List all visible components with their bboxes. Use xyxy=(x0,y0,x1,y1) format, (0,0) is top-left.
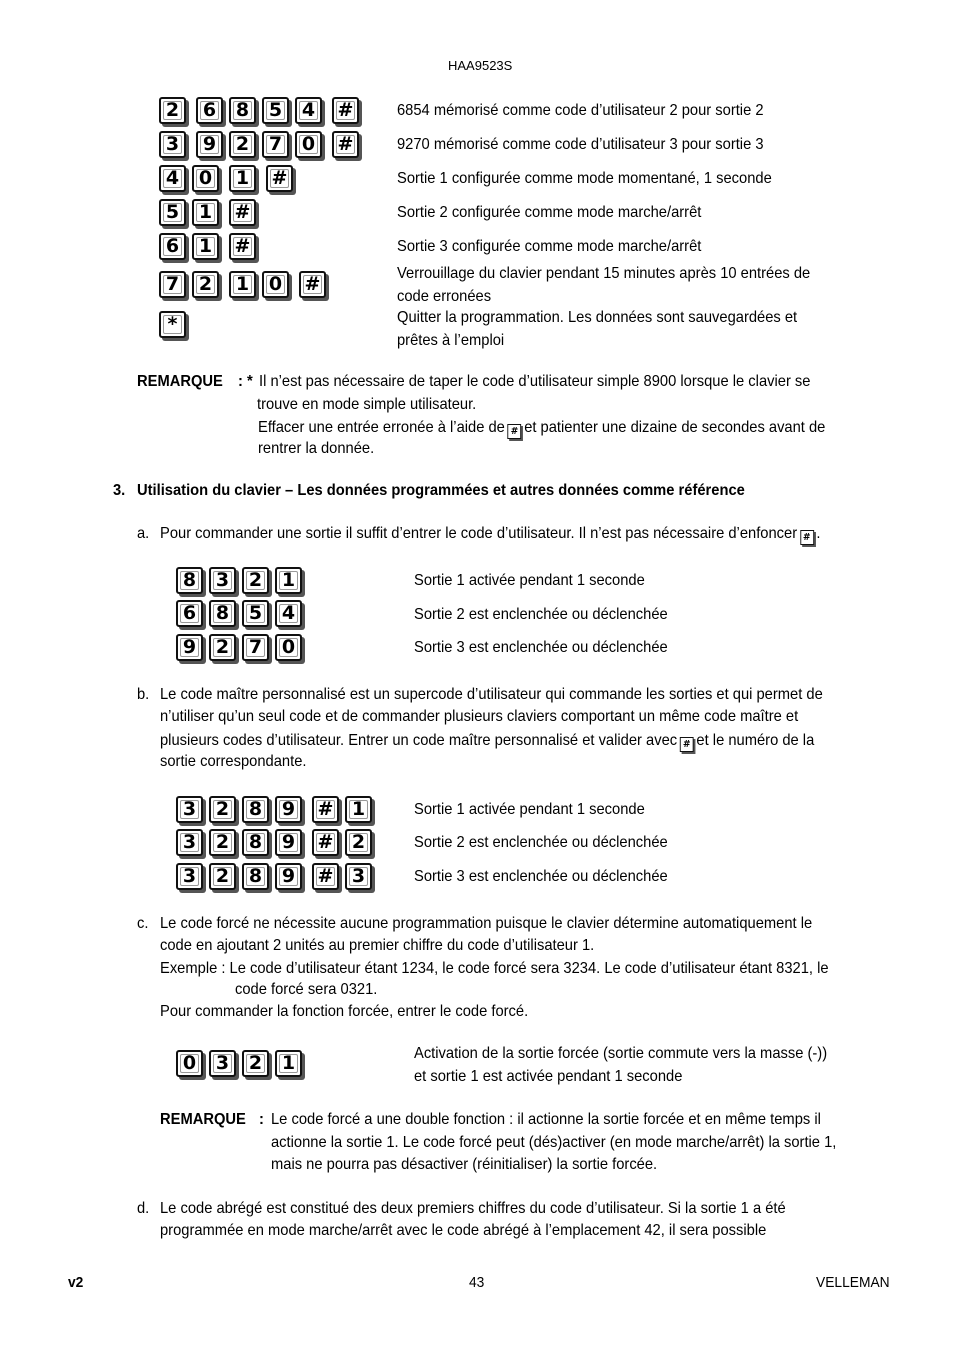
digit-key-icon: 2 xyxy=(209,829,236,856)
hash-key-icon: # xyxy=(800,530,814,545)
digit-key-icon: 3 xyxy=(159,131,186,158)
footer-version: v2 xyxy=(68,1274,84,1291)
digit-key-icon: 5 xyxy=(159,199,186,226)
row-description: Sortie 1 activée pendant 1 seconde xyxy=(414,801,645,818)
digit-key-icon: 8 xyxy=(229,97,256,124)
remark-line: actionne la sortie 1. Le code forcé peut (dés)activer (en mode marche/arrêt) la sortie 1, xyxy=(271,1134,837,1151)
item-c-line: Pour commander la fonction forcée, entrer le code forcé. xyxy=(160,1003,529,1020)
keypad-sequence xyxy=(176,600,308,632)
remark-line: rentrer la donnée. xyxy=(258,440,375,457)
section-number: 3. xyxy=(113,482,126,499)
digit-key-icon: 5 xyxy=(262,97,289,124)
item-c-line: Exemple : Le code d’utilisateur étant 1234, le code forcé sera 3234. Le code d’utilisateur étant 8321, le xyxy=(160,960,829,977)
hash-key-icon: # xyxy=(312,829,339,856)
digit-key-icon: 0 xyxy=(262,271,289,298)
keypad-sequence xyxy=(159,233,262,265)
digit-key-icon: 1 xyxy=(275,567,302,594)
row-description: Sortie 3 configurée comme mode marche/arrêt xyxy=(397,238,702,255)
row-description: et sortie 1 est activée pendant 1 seconde xyxy=(414,1068,683,1085)
list-marker: d. xyxy=(137,1200,150,1217)
digit-key-icon: 3 xyxy=(209,567,236,594)
digit-key-icon: 8 xyxy=(242,863,269,890)
digit-key-icon: 9 xyxy=(275,829,302,856)
digit-key-icon: 9 xyxy=(176,634,203,661)
footer-page-number: 43 xyxy=(469,1274,485,1291)
item-c-line: code forcé sera 0321. xyxy=(235,981,378,998)
digit-key-icon: 4 xyxy=(159,165,186,192)
digit-key-icon: 2 xyxy=(242,567,269,594)
remark-line: trouve en mode simple utilisateur. xyxy=(257,396,477,413)
keypad-sequence xyxy=(159,311,192,343)
row-description: 6854 mémorisé comme code d’utilisateur 2 pour sortie 2 xyxy=(397,102,764,119)
item-b-line: n’utiliser qu’un seul code et de commander plusieurs claviers comportant un même code maître et xyxy=(160,708,799,725)
digit-key-icon: 7 xyxy=(242,634,269,661)
digit-key-icon: 0 xyxy=(192,165,219,192)
digit-key-icon: 6 xyxy=(196,97,223,124)
hash-key-icon: # xyxy=(229,233,256,260)
digit-key-icon: 7 xyxy=(262,131,289,158)
row-description: prêtes à l’emploi xyxy=(397,332,505,349)
hash-key-icon: # xyxy=(332,131,359,158)
digit-key-icon: 9 xyxy=(275,863,302,890)
digit-key-icon: 2 xyxy=(159,97,186,124)
digit-key-icon: 2 xyxy=(192,271,219,298)
remark-line: mais ne pourra pas désactiver (réinitialiser) la sortie forcée. xyxy=(271,1156,658,1173)
item-d-line: Le code abrégé est constitué des deux premiers chiffres du code d’utilisateur. Si la sortie 1 a été xyxy=(160,1200,786,1217)
footer-brand: VELLEMAN xyxy=(816,1274,890,1291)
row-description: Sortie 2 est enclenchée ou déclenchée xyxy=(414,834,668,851)
row-description: Verrouillage du clavier pendant 15 minutes après 10 entrées de xyxy=(397,265,811,282)
digit-key-icon: 0 xyxy=(275,634,302,661)
remark-colon: : * xyxy=(238,373,253,390)
digit-key-icon: 9 xyxy=(275,796,302,823)
digit-key-icon: 2 xyxy=(229,131,256,158)
row-description: Sortie 2 configurée comme mode marche/arrêt xyxy=(397,204,702,221)
digit-key-icon: 2 xyxy=(209,634,236,661)
digit-key-icon: 9 xyxy=(196,131,223,158)
section-title: Utilisation du clavier – Les données programmées et autres données comme référence xyxy=(137,482,745,499)
digit-key-icon: 0 xyxy=(176,1050,203,1077)
remark-colon: : xyxy=(259,1111,264,1128)
row-description: Sortie 3 est enclenchée ou déclenchée xyxy=(414,868,668,885)
item-a-text: Pour commander une sortie il suffit d’entrer le code d’utilisateur. Il n’est pas nécessaire d’enfoncer # . xyxy=(160,525,821,543)
digit-key-icon: 8 xyxy=(242,829,269,856)
digit-key-icon: 5 xyxy=(242,600,269,627)
hash-key-icon: # xyxy=(332,97,359,124)
hash-key-icon: # xyxy=(266,165,293,192)
hash-key-icon: # xyxy=(508,424,522,439)
digit-key-icon: 3 xyxy=(345,863,372,890)
keypad-sequence xyxy=(159,271,332,303)
digit-key-icon: 4 xyxy=(295,97,322,124)
item-b-line: plusieurs codes d’utilisateur. Entrer un code maître personnalisé et valider avec # et le numéro de la xyxy=(160,732,815,750)
row-description: code erronées xyxy=(397,288,492,305)
hash-key-icon: # xyxy=(312,796,339,823)
digit-key-icon: 1 xyxy=(192,199,219,226)
digit-key-icon: 7 xyxy=(159,271,186,298)
digit-key-icon: 1 xyxy=(345,796,372,823)
digit-key-icon: 3 xyxy=(176,796,203,823)
row-description: Sortie 3 est enclenchée ou déclenchée xyxy=(414,639,668,656)
remark-line: Le code forcé a une double fonction : il actionne la sortie forcée et en même temps il xyxy=(271,1111,821,1128)
digit-key-icon: 1 xyxy=(192,233,219,260)
list-marker: c. xyxy=(137,915,149,932)
remark-line: Il n’est pas nécessaire de taper le code d’utilisateur simple 8900 lorsque le clavier se xyxy=(259,373,811,390)
digit-key-icon: 1 xyxy=(275,1050,302,1077)
keypad-sequence xyxy=(159,199,262,231)
document-code: HAA9523S xyxy=(448,58,513,73)
digit-key-icon: 6 xyxy=(176,600,203,627)
hash-key-icon: # xyxy=(229,199,256,226)
digit-key-icon: 3 xyxy=(209,1050,236,1077)
remark-line: Effacer une entrée erronée à l’aide de # et patienter une dizaine de secondes avant de xyxy=(258,419,826,437)
keypad-sequence xyxy=(176,829,378,861)
keypad-sequence xyxy=(159,165,299,197)
remark-label: REMARQUE xyxy=(160,1111,246,1128)
list-marker: b. xyxy=(137,686,150,703)
hash-key-icon: # xyxy=(312,863,339,890)
digit-key-icon: 2 xyxy=(209,863,236,890)
keypad-sequence xyxy=(176,634,308,666)
item-c-line: Le code forcé ne nécessite aucune programmation puisque le clavier détermine automatiquement le xyxy=(160,915,813,932)
digit-key-icon: 0 xyxy=(295,131,322,158)
digit-key-icon: 2 xyxy=(345,829,372,856)
row-description: Sortie 2 est enclenchée ou déclenchée xyxy=(414,606,668,623)
digit-key-icon: 8 xyxy=(242,796,269,823)
digit-key-icon: 3 xyxy=(176,863,203,890)
digit-key-icon: 8 xyxy=(176,567,203,594)
item-b-line: sortie correspondante. xyxy=(160,753,307,770)
row-description: 9270 mémorisé comme code d’utilisateur 3 pour sortie 3 xyxy=(397,136,764,153)
hash-key-icon: # xyxy=(299,271,326,298)
hash-key-icon: # xyxy=(680,737,694,752)
digit-key-icon: 6 xyxy=(159,233,186,260)
keypad-sequence xyxy=(176,863,378,895)
digit-key-icon: 2 xyxy=(209,796,236,823)
row-description: Sortie 1 activée pendant 1 seconde xyxy=(414,572,645,589)
item-d-line: programmée en mode marche/arrêt avec le code abrégé à l’emplacement 42, il sera possible xyxy=(160,1222,767,1239)
digit-key-icon: 4 xyxy=(275,600,302,627)
digit-key-icon: 1 xyxy=(229,271,256,298)
keypad-sequence xyxy=(159,131,365,163)
row-description: Activation de la sortie forcée (sortie commute vers la masse (-)) xyxy=(414,1045,828,1062)
keypad-sequence xyxy=(176,796,378,828)
digit-key-icon: 3 xyxy=(176,829,203,856)
row-description: Quitter la programmation. Les données sont sauvegardées et xyxy=(397,309,798,326)
row-description: Sortie 1 configurée comme mode momentané, 1 seconde xyxy=(397,170,772,187)
keypad-sequence xyxy=(176,1050,308,1082)
digit-key-icon: 1 xyxy=(229,165,256,192)
item-b-line: Le code maître personnalisé est un supercode d’utilisateur qui commande les sorties et qui permet de xyxy=(160,686,823,703)
remark-label: REMARQUE xyxy=(137,373,223,390)
digit-key-icon: 8 xyxy=(209,600,236,627)
star-key-icon: * xyxy=(159,311,186,338)
list-marker: a. xyxy=(137,525,150,542)
digit-key-icon: 2 xyxy=(242,1050,269,1077)
keypad-sequence xyxy=(159,97,365,129)
item-c-line: code en ajoutant 2 unités au premier chiffre du code d’utilisateur 1. xyxy=(160,937,595,954)
keypad-sequence xyxy=(176,567,308,599)
